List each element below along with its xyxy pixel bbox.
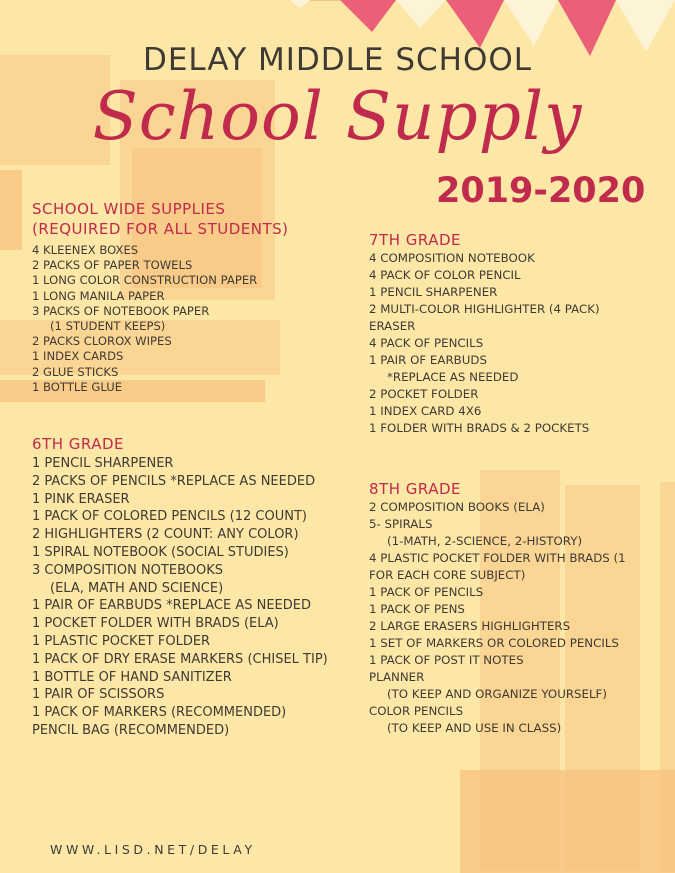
website-url: WWW.LISD.NET/DELAY [50,842,256,857]
list-item: 4 PACK OF PENCILS [369,336,484,350]
list-item: 4 KLEENEX BOXES [32,243,139,257]
supply-list [369,499,626,737]
list-item: 1 PAIR OF SCISSORS [32,687,165,703]
list-item: 1 PACK OF PENS [369,602,465,616]
list-item: 1 BOTTLE GLUE [32,379,123,394]
list-item: 1 PACK OF COLORED PENCILS (12 COUNT) [32,509,307,525]
list-item: 1 PACK OF DRY ERASE MARKERS (CHISEL TIP) [32,651,328,667]
list-item-note: (TO KEEP AND ORGANIZE YOURSELF) [387,687,607,701]
section-title: 8TH GRADE [369,480,461,498]
school-name: DELAY MIDDLE SCHOOL [142,42,533,78]
list-item: 1 PLASTIC POCKET FOLDER [32,633,211,649]
list-item: 4 PACK OF COLOR PENCIL [369,268,521,282]
list-item: 2 LARGE ERASERS HIGHLIGHTERS [369,619,571,633]
flag-cream [504,0,558,46]
section-title: SCHOOL WIDE SUPPLIES [32,200,226,218]
list-item: 1 SET OF MARKERS OR COLORED PENCILS [369,636,619,650]
list-item: 2 HIGHLIGHTERS (2 COUNT: ANY COLOR) [32,527,299,543]
grade6-section [32,434,328,740]
list-item-note: (1 STUDENT KEEPS) [50,319,166,334]
list-item: 1 FOLDER WITH BRADS & 2 POCKETS [369,421,590,435]
list-item: 1 PACK OF MARKERS (RECOMMENDED) [32,705,287,721]
list-item: 4 COMPOSITION NOTEBOOK [369,251,535,265]
list-item: FOR EACH CORE SUBJECT) [369,568,526,582]
list-item: 1 PINK ERASER [32,491,130,507]
list-item: 2 COMPOSITION BOOKS (ELA) [369,500,545,514]
list-item: ERASER [369,319,416,333]
section-title: 7TH GRADE [369,231,461,249]
list-item-note: (TO KEEP AND USE IN CLASS) [387,721,562,735]
school-year: 2019-2020 [436,171,646,211]
flag-cream [396,0,446,28]
list-item: 3 COMPOSITION NOTEBOOKS [32,562,223,578]
list-item: 1 PENCIL SHARPENER [369,285,498,299]
list-item: 1 LONG MANILA PAPER [32,288,165,303]
list-item: 2 PACKS OF PENCILS *REPLACE AS NEEDED [32,473,316,489]
flag-cream [290,0,310,8]
list-item-note: (ELA, MATH AND SCIENCE) [50,580,224,596]
school-wide-supplies-section [32,199,289,395]
page-title: School Supply [92,78,583,155]
list-item: 2 POCKET FOLDER [369,387,479,401]
list-item: 1 PAIR OF EARBUDS *REPLACE AS NEEDED [32,598,311,614]
list-item: 1 POCKET FOLDER WITH BRADS (ELA) [32,616,279,632]
list-item: 2 PACKS CLOROX WIPES [32,334,172,349]
flag-pink [446,0,504,48]
list-item: 1 SPIRAL NOTEBOOK (SOCIAL STUDIES) [32,544,289,560]
list-item: PENCIL BAG (RECOMMENDED) [32,722,230,738]
list-item-note: *REPLACE AS NEEDED [387,370,519,384]
list-item: 1 PACK OF PENCILS [369,585,484,599]
list-item: 1 BOTTLE OF HAND SANITIZER [32,669,232,685]
list-item-note: (1-MATH, 2-SCIENCE, 2-HISTORY) [387,534,583,548]
list-item: 2 GLUE STICKS [32,364,119,379]
list-item: 1 PAIR OF EARBUDS [369,353,487,367]
list-item: 3 PACKS OF NOTEBOOK PAPER [32,303,210,318]
supply-list [32,243,289,395]
list-item: 4 PLASTIC POCKET FOLDER WITH BRADS (1 [369,551,626,565]
list-item: PLANNER [369,670,425,684]
supply-list [369,250,600,437]
list-item: 1 PENCIL SHARPENER [32,456,174,471]
list-item: COLOR PENCILS [369,704,464,718]
grade7-section [369,230,600,437]
list-item: 5- SPIRALS [369,517,433,531]
grade8-section [369,479,626,737]
list-item: 1 PACK OF POST IT NOTES [369,653,524,667]
supply-list [32,455,328,740]
list-item: 1 LONG COLOR CONSTRUCTION PAPER [32,273,258,288]
list-item: 2 MULTI-COLOR HIGHLIGHTER (4 PACK) [369,302,600,316]
list-item: 2 PACKS OF PAPER TOWELS [32,258,193,273]
section-title: 6TH GRADE [32,435,124,453]
list-item: 1 INDEX CARDS [32,349,124,364]
flag-pink [340,0,396,32]
list-item: 1 INDEX CARD 4X6 [369,404,482,418]
section-subtitle: (REQUIRED FOR ALL STUDENTS) [32,220,289,238]
